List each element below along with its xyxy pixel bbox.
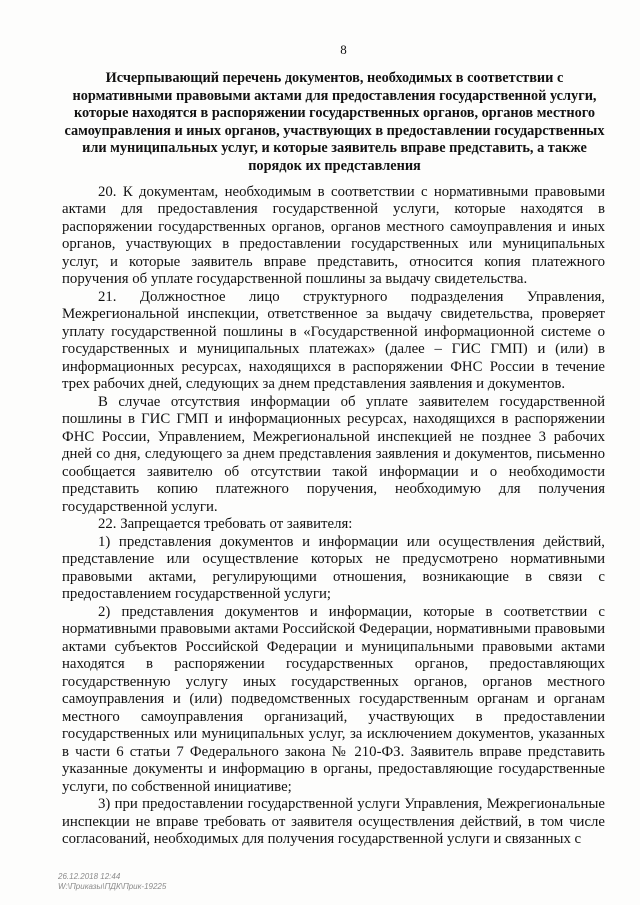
paragraph-21-continued: В случае отсутствия информации об уплате заявителем государственной пошлины в ГИС ГМП и информационных ресурсах, находящихся в распоряжении ФНС России, Управлением, Межрегиональной инспекцией не позднее 3 рабочих дней со дня, следующего за днем представления заявления и документов, письменно сообщается заявителю об отсутствии такой информации и о необходимости представить копию платежного поручения, необходимую для получения государственной услуги. xyxy=(62,393,605,515)
paragraph-21: 21. Должностное лицо структурного подразделения Управления, Межрегиональной инспекции, ответственное за выдачу свидетельства, проверяет уплату государственной пошлины в «Государственной информационной системе о государственных и муниципальных платежах» (далее – ГИС ГМП) и (или) в информационных ресурсах, находящихся в распоряжении ФНС России в течение трех рабочих дней, следующих за днем представления заявления и документов. xyxy=(62,288,605,393)
list-item-3: 3) при предоставлении государственной услуги Управления, Межрегиональные инспекции не вправе требовать от заявителя осуществления действий, в том числе согласований, необходимых для получения государственной услуги и связанных с xyxy=(62,796,605,848)
list-item-2: 2) представления документов и информации, которые в соответствии с нормативными правовыми актами Российской Федерации, нормативными правовыми актами субъектов Российской Федерации и муниципальными правовыми актами находятся в распоряжении государственных органов, предоставляющих государственную услугу иных государственных органов, органов местного самоуправления и (или) подведомственных государственным органам и органам местного самоуправления организаций, участвующих в предоставлении государственных или муниципальных услуг, за исключением документов, указанных в части 6 статьи 7 Федерального закона № 210-ФЗ. Заявитель вправе представить указанные документы и информацию в органы, предоставляющие государственные услуги, по собственной инициативе; xyxy=(62,603,605,795)
paragraph-22: 22. Запрещается требовать от заявителя: xyxy=(98,516,353,533)
footer-file-path: W:\Приказы\ПДК\Прик-19225 xyxy=(58,882,167,891)
file-footer xyxy=(58,872,166,892)
body-text xyxy=(62,184,605,849)
section-heading: Исчерпывающий перечень документов, необходимых в соответствии с нормативными правовыми актами для предоставления государственной услуги, которые находятся в распоряжении государственных органов, органов местного самоуправления и иных органов, участвующих в предоставлении государственных или муниципальных услуг, и которые заявитель вправе представить, а также порядок их представления xyxy=(64,70,605,174)
list-item-1: 1) представления документов и информации или осуществления действий, представление или осуществление которых не предусмотрено нормативными правовыми актами, регулирующими отношения, возникающие в связи с предоставлением государственной услуги; xyxy=(62,533,605,603)
footer-timestamp: 26.12.2018 12:44 xyxy=(58,872,121,881)
page-number: 8 xyxy=(340,42,347,57)
paragraph-20: 20. К документам, необходимым в соответствии с нормативными правовыми актами для предоставления государственной услуги, которые находятся в распоряжении государственных органов, органов местного самоуправления и иных органов, участвующих в предоставлении государственных или муниципальных услуг, и которые заявитель вправе представить, относится копия платежного поручения об уплате государственной пошлины за выдачу свидетельства. xyxy=(62,183,605,288)
